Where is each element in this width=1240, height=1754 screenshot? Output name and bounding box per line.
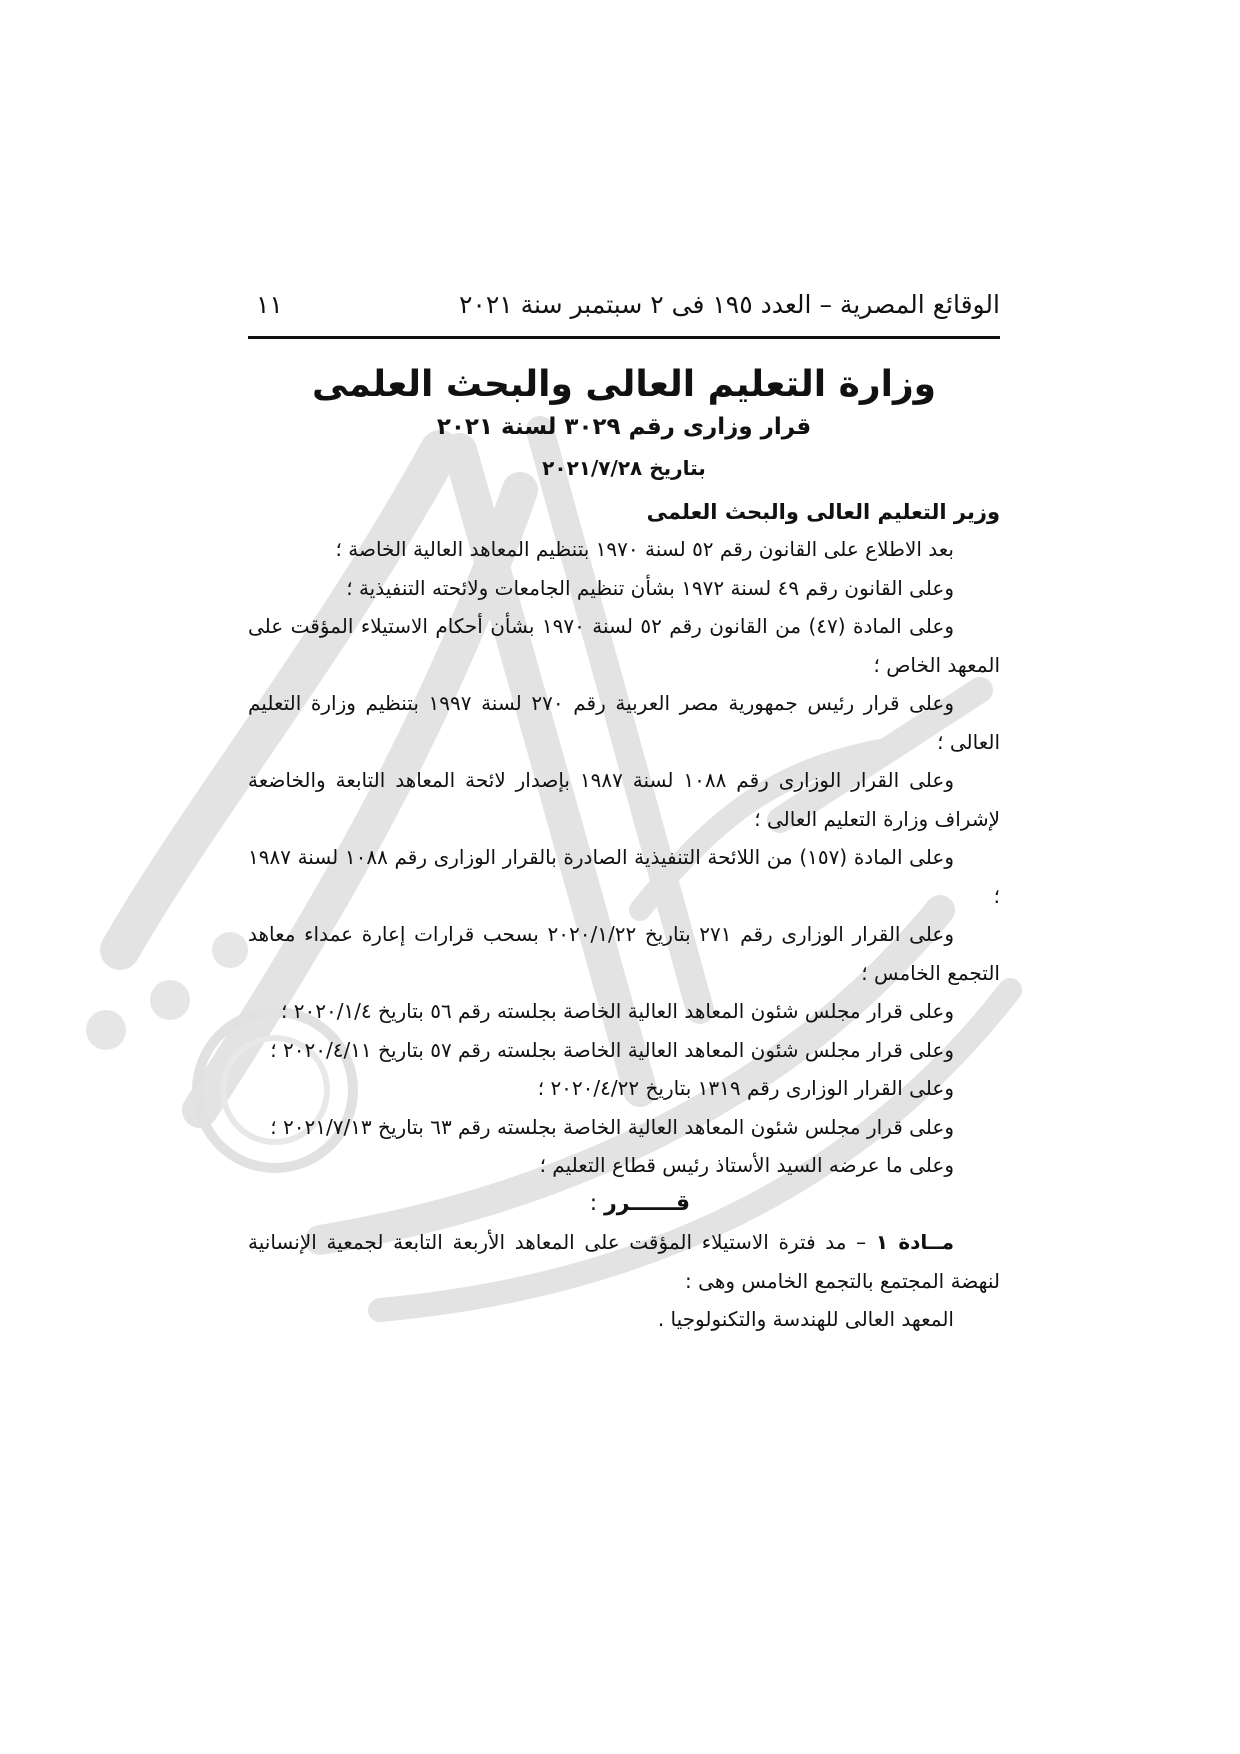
ministry-title: وزارة التعليم العالى والبحث العلمى xyxy=(311,364,937,405)
decree-title: قرار وزارى رقم ٣٠٢٩ لسنة ٢٠٢١ xyxy=(436,414,812,440)
preamble-paragraph: وعلى ما عرضه السيد الأستاذ رئيس قطاع التعليم ؛ xyxy=(539,1153,954,1177)
page-number: ١١ xyxy=(256,290,283,319)
header-divider xyxy=(248,336,1000,339)
decree-date: بتاريخ ٢٠٢١/٧/٢٨ xyxy=(542,456,706,480)
preamble-paragraph: وعلى القرار الوزارى رقم ١٣١٩ بتاريخ ٢٠٢٠/٤/٢٢ ؛ xyxy=(537,1076,954,1100)
decree-word-line xyxy=(248,1185,1000,1224)
preamble-paragraph: وعلى قرار مجلس شئون المعاهد العالية الخاصة بجلسته رقم ٦٣ بتاريخ ٢٠٢١/٧/١٣ ؛ xyxy=(270,1114,954,1139)
preamble-paragraph: وعلى المادة (١٥٧) من اللائحة التنفيذية الصادرة بالقرار الوزارى رقم ١٠٨٨ لسنة ١٩٨٧ ؛ xyxy=(248,845,1000,908)
preamble-paragraph: بعد الاطلاع على القانون رقم ٥٢ لسنة ١٩٧٠ بتنظيم المعاهد العالية الخاصة ؛ xyxy=(335,537,954,561)
minister-heading: وزير التعليم العالى والبحث العلمى xyxy=(646,500,1000,524)
preamble-paragraph: وعلى القرار الوزارى رقم ١٠٨٨ لسنة ١٩٨٧ بإصدار لائحة المعاهد التابعة والخاضعة لإشراف وزارة التعليم العالى ؛ xyxy=(248,768,1000,831)
preamble-paragraph: وعلى القانون رقم ٤٩ لسنة ١٩٧٢ بشأن تنظيم الجامعات ولائحته التنفيذية ؛ xyxy=(346,575,954,600)
gazette-header-title: الوقائع المصرية – العدد ١٩٥ فى ٢ سبتمبر سنة ٢٠٢١ xyxy=(458,290,1000,319)
preamble-paragraph: وعلى المادة (٤٧) من القانون رقم ٥٢ لسنة ١٩٧٠ بشأن أحكام الاستيلاء المؤقت على المعهد الخاص ؛ xyxy=(248,614,1000,677)
decree-body xyxy=(248,530,1000,1339)
decree-word: قــــــرر xyxy=(604,1190,690,1216)
preamble-paragraph: وعلى قرار مجلس شئون المعاهد العالية الخاصة بجلسته رقم ٥٦ بتاريخ ٢٠٢٠/١/٤ ؛ xyxy=(281,999,954,1023)
article-1-text: – مد فترة الاستيلاء المؤقت على المعاهد الأربعة التابعة لجمعية الإنسانية لنهضة المجتمع بالتجمع الخامس وهى : xyxy=(248,1230,1000,1293)
institute-item: المعهد العالى للهندسة والتكنولوجيا . xyxy=(657,1307,954,1331)
decree-colon: : xyxy=(589,1190,605,1216)
article-1-paragraph xyxy=(248,1223,1000,1300)
article-1-label: مــادة ١ xyxy=(875,1230,954,1254)
preamble-paragraph: وعلى القرار الوزارى رقم ٢٧١ بتاريخ ٢٠٢٠/١/٢٢ بسحب قرارات إعارة عمداء معاهد التجمع الخامس ؛ xyxy=(248,922,1000,985)
preamble-paragraph: وعلى قرار مجلس شئون المعاهد العالية الخاصة بجلسته رقم ٥٧ بتاريخ ٢٠٢٠/٤/١١ ؛ xyxy=(270,1037,954,1062)
preamble-paragraph: وعلى قرار رئيس جمهورية مصر العربية رقم ٢٧٠ لسنة ١٩٩٧ بتنظيم وزارة التعليم العالى ؛ xyxy=(248,691,1000,754)
page-header xyxy=(248,285,1000,325)
